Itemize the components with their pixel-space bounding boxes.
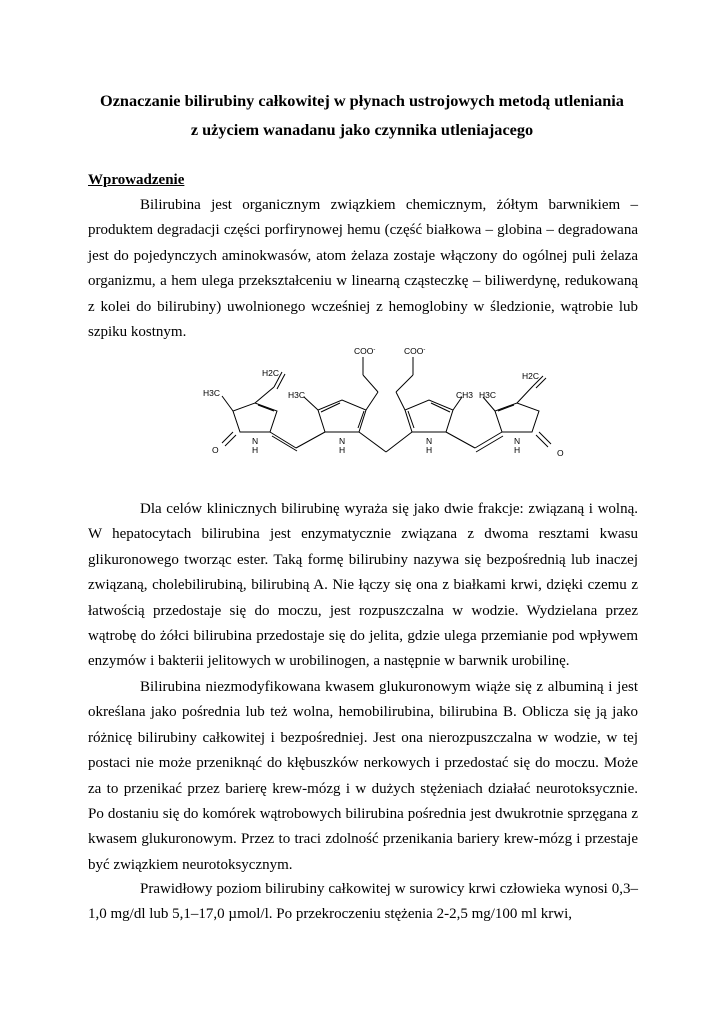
nh-label-1: N [252,436,259,446]
nh-label-3: N [426,436,433,446]
oxygen-label-right: O [557,448,564,458]
paragraph-2: Dla celów klinicznych bilirubinę wyraża się jako dwie frakcje: związaną i wolną. W hepatocytach bilirubina jest enzymatycznie związana z dwoma resztami kwasu glikuronowego tworząc ester. Taką formę bilirubiny nazywa się bezpośrednią lub inaczej związaną, cholebilirubiną, bilirubiną A. Nie łączy się ona z białkami krwi, dzięki czemu z łatwością przedostaje się do moczu, jest rozpuszczalna w wodzie. Wydzielana przez wątrobę do żółci bilirubina przedostaje się do jelita, gdzie ulega przemianie pod wpływem enzymów i bakterii jelitowych w urobilinogen, a następnie w barwnik urobilinę. [88,501,638,670]
coo-label-2: COO- [404,346,426,356]
h3c-label-1: H3C [203,388,221,398]
h3c-label-2: H3C [288,390,306,400]
coo-label-1: COO- [354,346,376,356]
ch3-label: CH3 [456,390,474,400]
paragraph-4: Prawidłowy poziom bilirubiny całkowitej w surowicy krwi człowieka wynosi 0,3–1,0 mg/dl lub 5,1–17,0 µmol/l. Po przekroczeniu stężenia 2-2,5 mg/100 ml krwi, [88,881,638,923]
title-line-2: z użyciem wanadanu jako czynnika utleniajacego [190,120,534,139]
h2c-label-left: H2C [262,368,280,378]
h-label-1: H [252,445,259,455]
document-title [60,86,664,144]
section-heading: Wprowadzenie [88,172,185,188]
nh-label-2: N [339,436,346,446]
bilirubin-structure-diagram [200,340,580,470]
title-line-1: Oznaczanie bilirubiny całkowitej w płynach ustrojowych metodą utleniania [100,91,624,110]
paragraph-1: Bilirubina jest organicznym związkiem chemicznym, żółtym barwnikiem – produktem degradacji części porfirynowej hemu (część białkowa – globina – degradowana jest do pojedynczych aminokwasów, atom żelaza zostaje włączony do ogólnej puli żelaza organizmu, a hem ulega przekształceniu w linearną cząsteczkę – biliwerdynę, redukowaną z kolei do bilirubiny) uwolnionego wcześniej z hemoglobiny w śledzionie, wątrobie lub szpiku kostnym. [88,197,638,341]
h-label-2: H [339,445,346,455]
nh-label-4: N [514,436,521,446]
oxygen-label-left: O [212,445,219,455]
h3c-label-3: H3C [479,390,497,400]
h2c-label-right: H2C [522,371,540,381]
h-label-4: H [514,445,521,455]
h-label-3: H [426,445,433,455]
paragraph-3: Bilirubina niezmodyfikowana kwasem glukuronowym wiąże się z albuminą i jest określana jako pośrednia lub też wolna, hemobilirubina, bilirubina B. Oblicza się ją jako różnicę bilirubiny całkowitej i bezpośredniej. Jest ona nierozpuszczalna w wodzie, w tej postaci nie może przeniknąć do kłębuszków nerkowych i przedostać się do moczu. Może za to przenikać przez barierę krew-mózg i w dużych stężeniach działać neurotoksycznie. Po dostaniu się do komórek wątrobowych bilirubina pośrednia jest dwukrotnie sprzęgana z kwasem glukuronowym. Przez to traci zdolność przenikania bariery krew-mózg i przestaje być związkiem neurotoksycznym. [88,679,638,873]
